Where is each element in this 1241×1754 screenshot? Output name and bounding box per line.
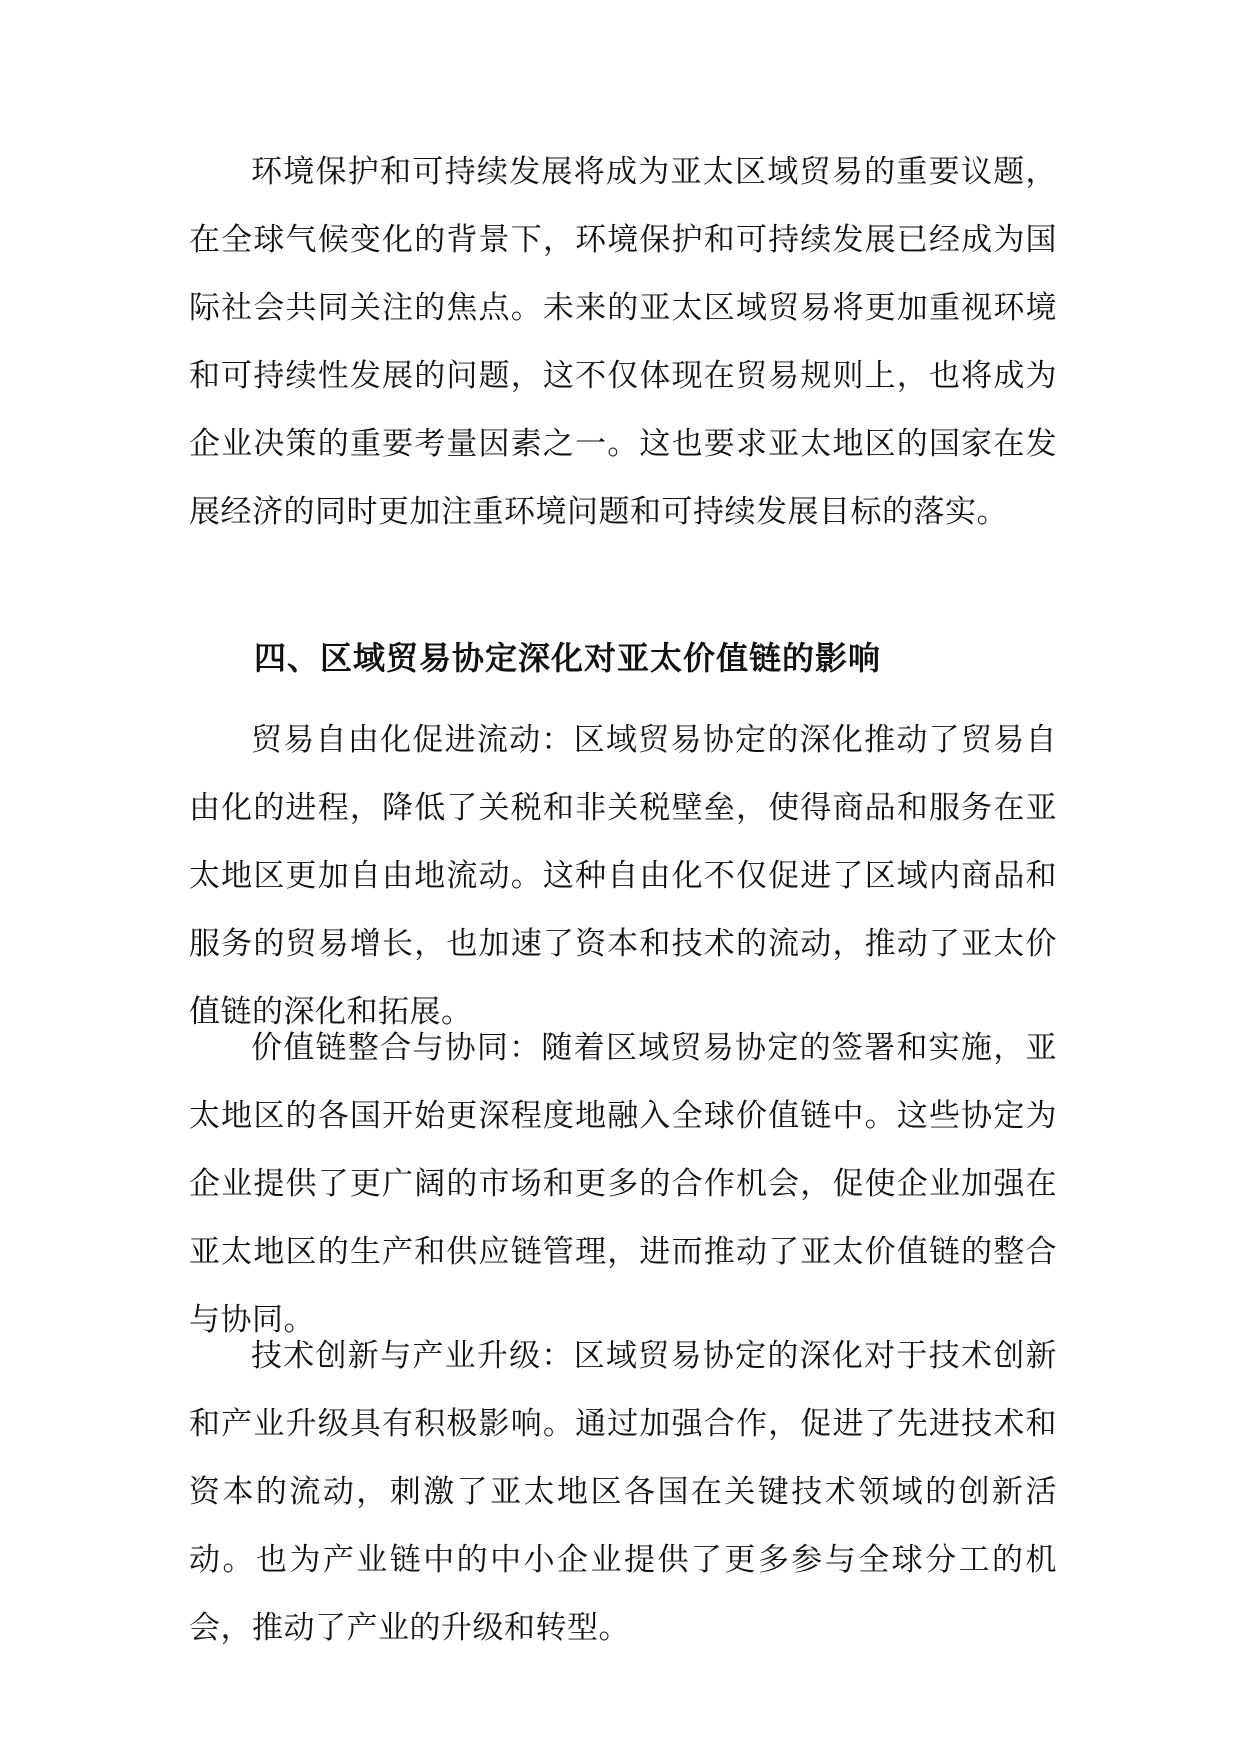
paragraph-value-chain-integration: 价值链整合与协同：随着区域贸易协定的签署和实施，亚太地区的各国开始更深程度地融入全球价值链中。这些协定为企业提供了更广阔的市场和更多的合作机会，促使企业加强在亚太地区的生产和供应链管理，进而推动了亚太价值链的整合与协同。 <box>189 1030 1057 1338</box>
paragraph-technology-innovation: 技术创新与产业升级：区域贸易协定的深化对于技术创新和产业升级具有积极影响。通过加强合作，促进了先进技术和资本的流动，刺激了亚太地区各国在关键技术领域的创新活动。也为产业链中的中小企业提供了更多参与全球分工的机会，推动了产业的升级和转型。 <box>189 1338 1057 1646</box>
paragraph-environmental-protection: 环境保护和可持续发展将成为亚太区域贸易的重要议题，在全球气候变化的背景下，环境保护和可持续发展已经成为国际社会共同关注的焦点。未来的亚太区域贸易将更加重视环境和可持续性发展的问题，这不仅体现在贸易规则上，也将成为企业决策的重要考量因素之一。这也要求亚太地区的国家在发展经济的同时更加注重环境问题和可持续发展目标的落实。 <box>189 154 1057 530</box>
section-heading: 四、区域贸易协定深化对亚太价值链的影响 <box>254 639 882 677</box>
paragraph-trade-liberalization: 贸易自由化促进流动：区域贸易协定的深化推动了贸易自由化的进程，降低了关税和非关税壁垒，使得商品和服务在亚太地区更加自由地流动。这种自由化不仅促进了区域内商品和服务的贸易增长，也加速了资本和技术的流动，推动了亚太价值链的深化和拓展。 <box>189 722 1057 1030</box>
